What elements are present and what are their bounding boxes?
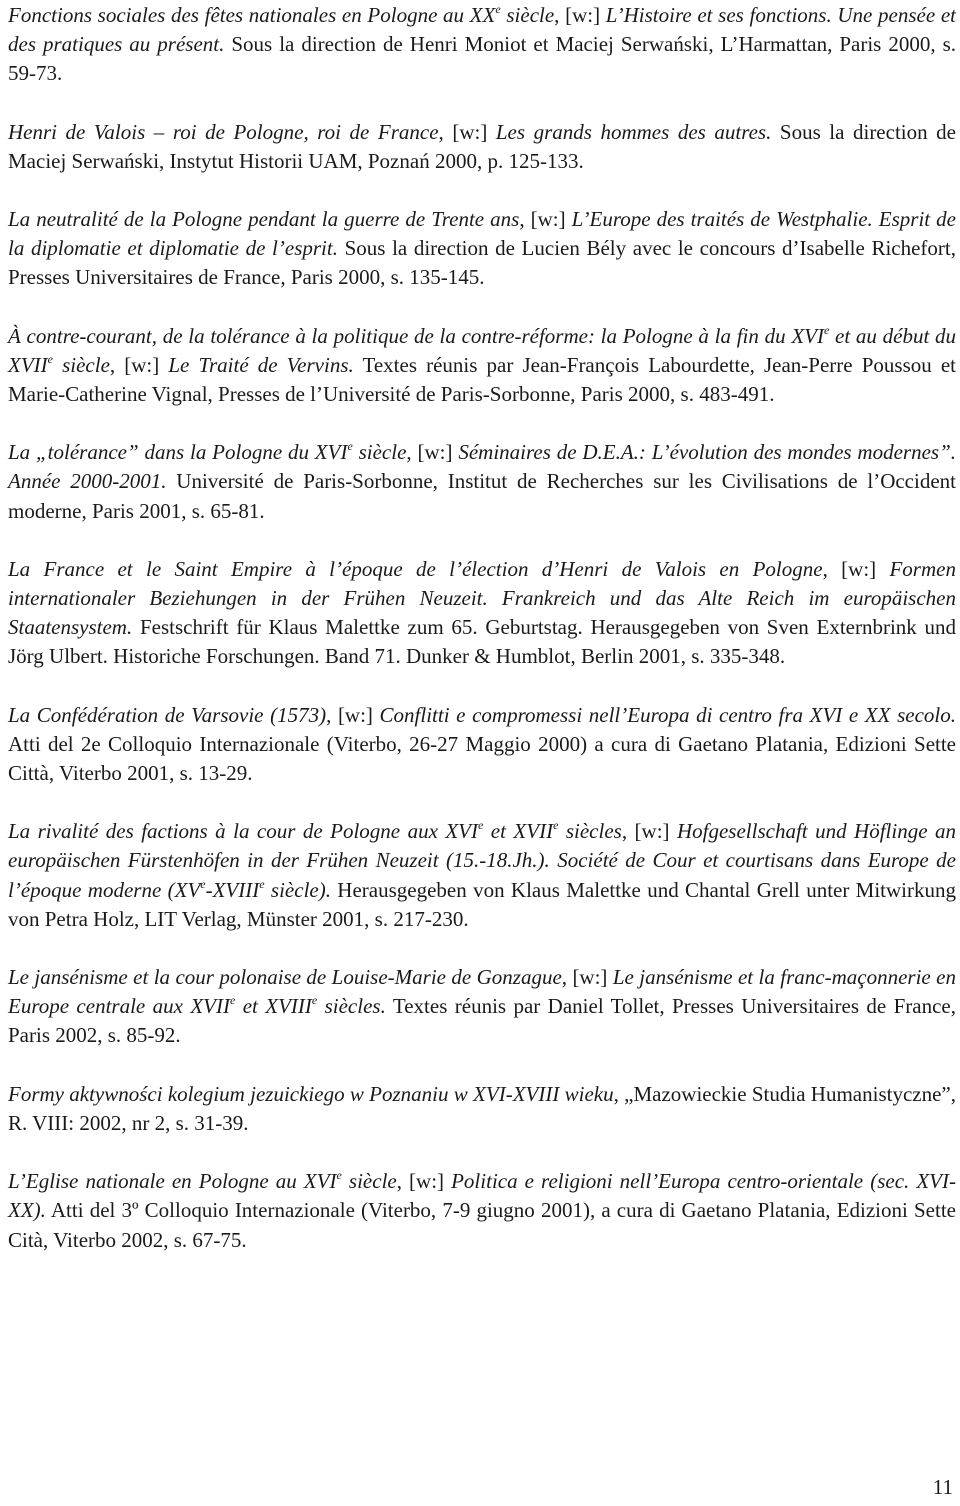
italic-text: La neutralité de la Pologne pendant la guerre de Trente ans: [8, 207, 520, 232]
italic-text: Les grands hommes des autres.: [495, 119, 772, 144]
bibliography-entry: [8, 118, 956, 176]
italic-text: Politica e religioni nell’Europa centro-orientale (sec. XVI-XX).: [8, 1169, 956, 1223]
plain-text: Textes réunis par Jean-François Labourdette, Jean-Perre Poussou et Marie-Catherine Vignal, Presses de l’Université de Paris-Sorbonne, Paris 2000, s. 483-491.: [8, 352, 957, 407]
superscript-text: e: [553, 818, 559, 833]
plain-text: , [w:]: [406, 440, 459, 465]
italic-text: et XVIII: [235, 994, 312, 1019]
plain-text: , [w:]: [438, 119, 496, 144]
italic-text: siècle: [341, 1169, 397, 1194]
plain-text: Université de Paris-Sorbonne, Institut de Recherches sur les Civilisations de l’Occident moderne, Paris 2001, s. 65-81.: [8, 469, 956, 523]
italic-text: siècles.: [317, 994, 386, 1019]
bibliography-entry: [8, 817, 956, 934]
italic-text: La rivalité des factions à la cour de Pologne aux XVI: [8, 819, 479, 844]
italic-text: Fonctions sociales des fêtes nationales en Pologne au XX: [8, 3, 496, 27]
italic-text: L’Histoire et ses fonctions. Une pensée et des pratiques au présent.: [8, 3, 956, 57]
bibliography-entry: [8, 322, 956, 410]
plain-text: Atti del 3º Colloquio Internazionale (Viterbo, 7-9 giugno 2001), a cura di Gaetano Platania, Edizioni Sette Cità, Viterbo 2002, s. 67-75.: [8, 1198, 956, 1252]
plain-text: , [w:]: [519, 207, 572, 232]
superscript-text: e: [311, 993, 318, 1008]
plain-text: , [w:]: [822, 556, 890, 581]
bibliography-entry: [8, 1080, 956, 1138]
bibliography-entry: [8, 1, 956, 89]
italic-text: Formy aktywności kolegium jezuickiego w Poznaniu w XVI-XVIII wieku: [8, 1081, 614, 1106]
superscript-text: e: [259, 876, 265, 891]
bibliography-page: [8, 0, 956, 1284]
italic-text: Le jansénisme et la cour polonaise de Louise-Marie de Gonzague: [8, 965, 562, 990]
italic-text: siècles: [558, 819, 622, 844]
superscript-text: e: [478, 818, 484, 833]
bibliography-entry: [8, 438, 956, 526]
bibliography-entry: [8, 555, 956, 672]
italic-text: À contre-courant, de la tolérance à la politique de la contre-réforme: la Pologne à la fin du XVI: [8, 323, 824, 348]
italic-text: et XVII: [483, 819, 554, 844]
italic-text: siècle: [352, 440, 407, 465]
plain-text: Atti del 2e Colloquio Internazionale (Viterbo, 26-27 Maggio 2000) a cura di Gaetano Platania, Edizioni Sette Città, Viterbo 2001, s. 13-29.: [8, 731, 956, 786]
plain-text: , [w:]: [561, 965, 613, 990]
italic-text: et au début du XVII: [8, 323, 956, 377]
plain-text: Sous la direction de Henri Moniot et Maciej Serwański, L’Harmattan, Paris 2000, s. 59-73.: [8, 32, 956, 86]
italic-text: Hofgesellschaft und Höflinge an europäischen Fürstenhöfen in der Frühen Neuzeit (15.-18.Jh.). Société de Cour et courtisans dans Europe de l’époque moderne (XV: [8, 819, 956, 902]
plain-text: Herausgegeben von Klaus Malettke und Chantal Grell unter Mitwirkung von Petra Holz, LIT Verlag, Münster 2001, s. 217-230.: [8, 877, 957, 931]
italic-text: -XVIII: [205, 877, 260, 902]
page-number: 11: [932, 1475, 953, 1499]
italic-text: Conflitti e compromessi nell’Europa di centro fra XVI e XX secolo.: [379, 702, 956, 727]
superscript-text: e: [229, 993, 236, 1008]
italic-text: L’Eglise nationale en Pologne au XVI: [8, 1169, 337, 1194]
bibliography-entry: [8, 701, 956, 789]
plain-text: , [w:]: [396, 1169, 452, 1194]
plain-text: , [w:]: [326, 702, 380, 727]
bibliography-entry: [8, 205, 956, 293]
superscript-text: e: [336, 1168, 342, 1183]
superscript-text: e: [823, 322, 830, 337]
italic-text: siècle).: [264, 877, 331, 902]
plain-text: , [w:]: [109, 352, 169, 377]
italic-text: Henri de Valois – roi de Pologne, roi de France: [8, 119, 439, 144]
superscript-text: e: [495, 2, 501, 16]
bibliography-list: [8, 1, 956, 1255]
plain-text: , „Mazowieckie Studia Humanistyczne”, R. VIII: 2002, nr 2, s. 31-39.: [8, 1081, 957, 1135]
plain-text: Sous la direction de Maciej Serwański, Instytut Historii UAM, Poznań 2000, p. 125-133.: [8, 119, 956, 173]
bibliography-entry: [8, 963, 956, 1051]
italic-text: Formen internationaler Beziehungen in der Frühen Neuzeit. Frankreich und das Alte Reich im europäischen Staatensystem.: [8, 556, 956, 640]
italic-text: siècle: [500, 3, 555, 27]
italic-text: La France et le Saint Empire à l’époque de l’élection d’Henri de Valois en Pologne: [8, 556, 823, 581]
italic-text: Le Traité de Vervins.: [168, 352, 354, 377]
italic-text: La „tolérance” dans la Pologne du XVI: [8, 440, 348, 465]
superscript-text: e: [200, 876, 206, 891]
italic-text: siècle: [52, 352, 110, 377]
italic-text: Séminaires de D.E.A.: L’évolution des mondes modernes”. Année 2000-2001.: [8, 440, 956, 494]
superscript-text: e: [347, 439, 353, 454]
bibliography-entry: [8, 1167, 956, 1255]
plain-text: Festschrift für Klaus Malettke zum 65. Geburtstag. Herausgegeben von Sven Externbrink und Jörg Ulbert. Historiche Forschungen. Band 71. Dunker & Humblot, Berlin 2001, s. 335-348.: [8, 615, 956, 669]
plain-text: , [w:]: [621, 819, 677, 844]
italic-text: L’Europe des traités de Westphalie. Esprit de la diplomatie et diplomatie de l’esprit.: [8, 207, 956, 261]
superscript-text: e: [47, 351, 53, 366]
plain-text: Sous la direction de Lucien Bély avec le concours d’Isabelle Richefort, Presses Universitaires de France, Paris 2000, s. 135-145.: [8, 236, 957, 290]
plain-text: , [w:]: [554, 3, 606, 27]
italic-text: Le jansénisme et la franc-maçonnerie en Europe centrale aux XVII: [8, 965, 956, 1019]
italic-text: La Confédération de Varsovie (1573): [8, 702, 327, 727]
plain-text: Textes réunis par Daniel Tollet, Presses Universitaires de France, Paris 2002, s. 85-92.: [8, 994, 956, 1048]
